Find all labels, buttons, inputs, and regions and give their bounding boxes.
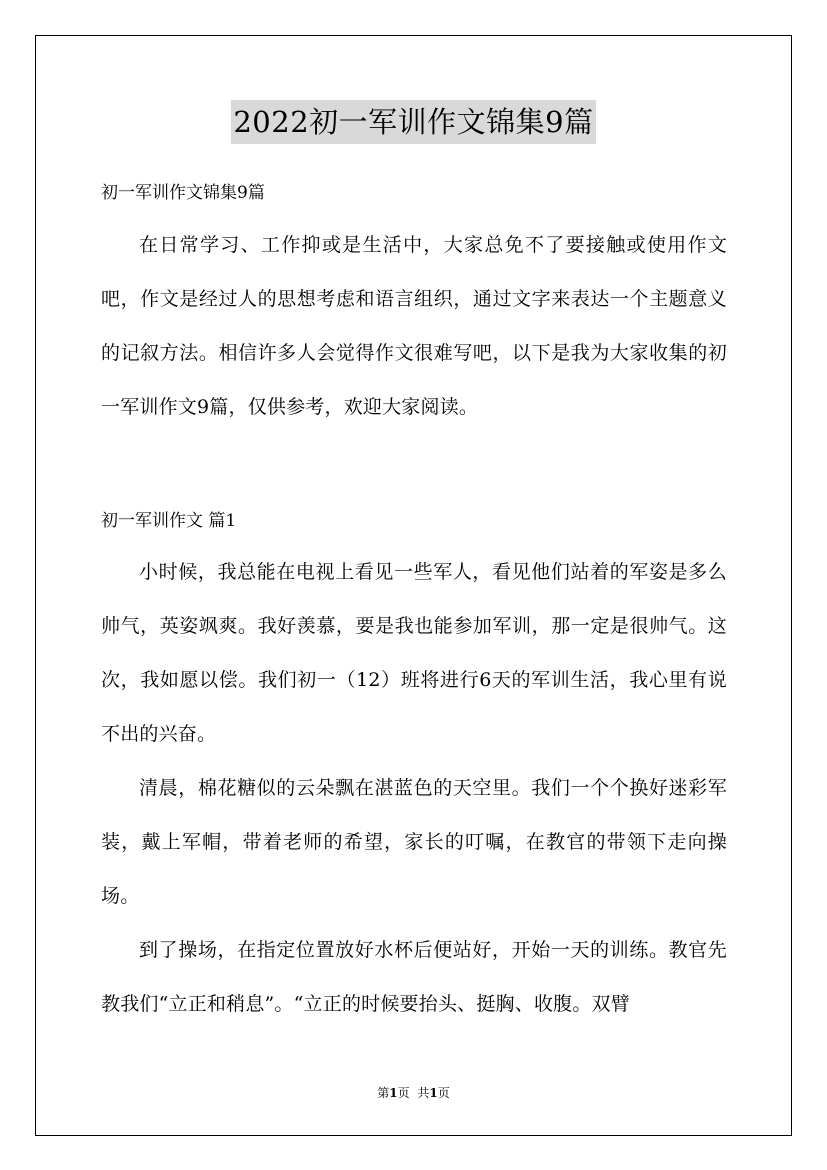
- body-paragraph-1: 小时候，我总能在电视上看见一些军人，看见他们站着的军姿是多么帅气，英姿飒爽。我好羡慕，要是我也能参加军训，那一定是很帅气。这次，我如愿以偿。我们初一（12）班将进行6天的军训生活，我心里有说不出的兴奋。: [101, 561, 727, 745]
- document-title: [0, 100, 827, 144]
- body-paragraph-3: 到了操场，在指定位置放好水杯后便站好，开始一天的训练。教官先教我们“立正和稍息”。“立正的时候要抬头、挺胸、收腹。双臂: [101, 939, 727, 1015]
- page-footer: [0, 1084, 827, 1102]
- footer-total-prefix: 共: [417, 1086, 430, 1100]
- footer-total-suffix: 页: [437, 1086, 450, 1100]
- footer-page-number: 1: [389, 1086, 398, 1100]
- intro-paragraph: 在日常学习、工作抑或是生活中，大家总免不了要接触或使用作文吧，作文是经过人的思想考虑和语言组织，通过文字来表达一个主题意义的记叙方法。相信许多人会觉得作文很难写吧，以下是我为大家收集的初一军训作文9篇，仅供参考，欢迎大家阅读。: [101, 234, 727, 418]
- footer-page-prefix: 第: [377, 1086, 390, 1100]
- footer-total-number: 1: [429, 1086, 438, 1100]
- document-subtitle: 初一军训作文锦集9篇: [101, 183, 265, 203]
- document-title-text: 2022初一军训作文锦集9篇: [231, 100, 595, 144]
- body-paragraph-2: 清晨，棉花糖似的云朵飘在湛蓝色的天空里。我们一个个换好迷彩军装，戴上军帽，带着老师的希望，家长的叮嘱，在教官的带领下走向操场。: [101, 777, 727, 907]
- section-heading: 初一军训作文 篇1: [101, 511, 237, 531]
- footer-page-suffix: 页: [397, 1086, 410, 1100]
